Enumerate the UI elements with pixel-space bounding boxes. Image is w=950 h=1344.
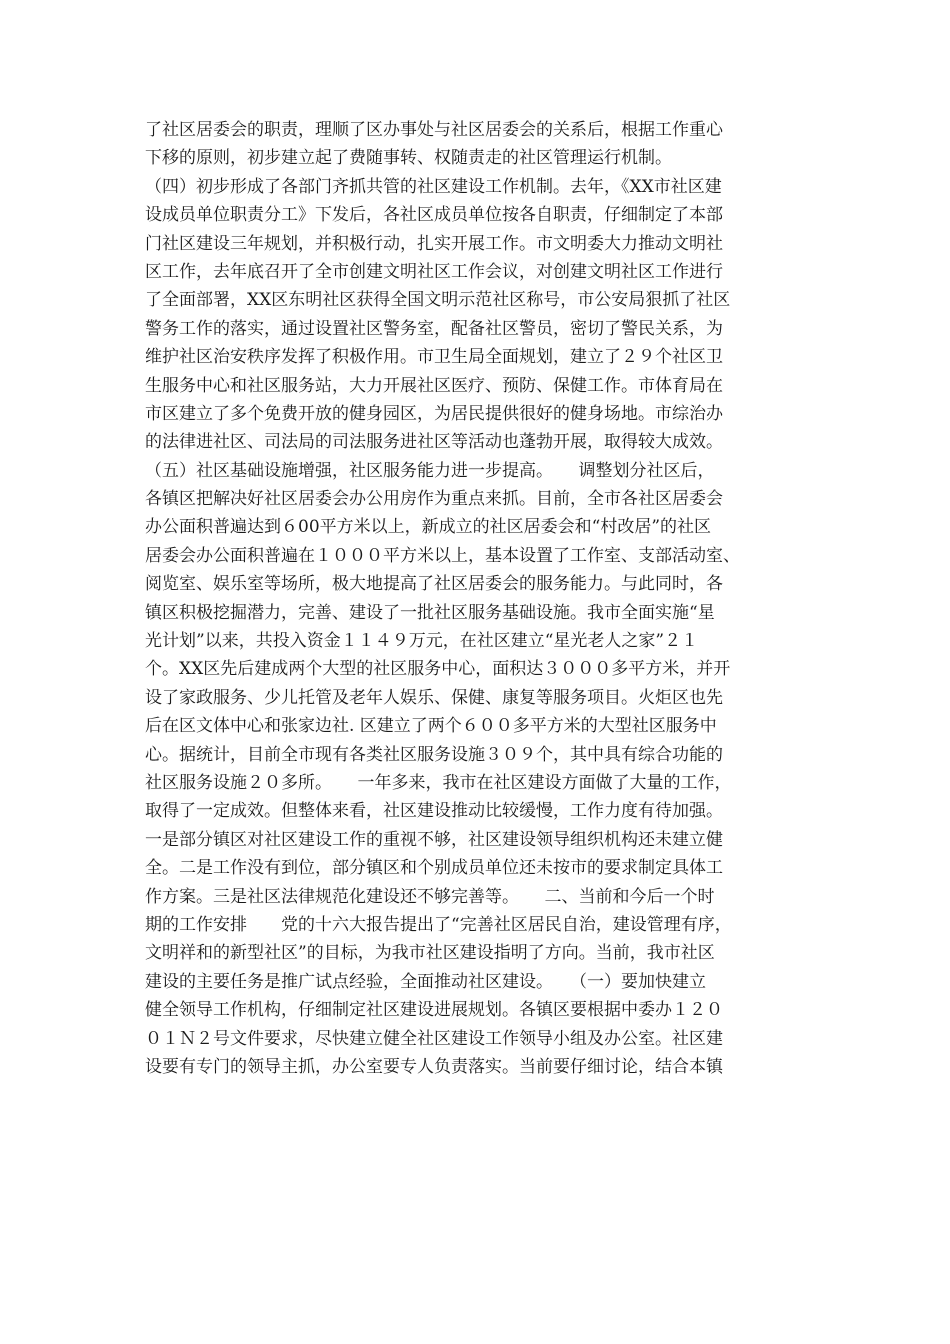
text-line: 镇区积极挖掘潜力，完善、建设了一批社区服务基础设施。我市全面实施“星 (145, 602, 715, 623)
text-line: （五）社区基础设施增强，社区服务能力进一步提高。 调整划分社区后， (145, 460, 715, 481)
text-line: 个。XX区先后建成两个大型的社区服务中心，面积达３０００多平方米，并开 (145, 659, 731, 680)
text-line: 一是部分镇区对社区建设工作的重视不够，社区建设领导组织机构还未建立健 (145, 829, 723, 850)
text-line: 后在区文体中心和张家边社. 区建立了两个６００多平方米的大型社区服务中 (145, 716, 717, 737)
text-line: 设了家政服务、少儿托管及老年人娱乐、保健、康复等服务项目。火炬区也先 (145, 687, 723, 708)
text-line: 光计划”以来，共投入资金１１４９万元，在社区建立“星光老人之家”２１ (145, 631, 699, 652)
text-line: 办公面积普遍达到６00平方米以上，新成立的社区居委会和“村改居”的社区 (145, 517, 712, 538)
text-line: 市区建立了多个免费开放的健身园区，为居民提供很好的健身场地。市综治办 (145, 403, 723, 424)
text-line: 居委会办公面积普遍在１０００平方米以上，基本设置了工作室、支部活动室、 (145, 545, 740, 566)
text-line: 文明祥和的新型社区”的目标，为我市社区建设指明了方向。当前，我市社区 (145, 943, 715, 964)
text-line: 建设的主要任务是推广试点经验，全面推动社区建设。 （一）要加快建立 (145, 971, 706, 992)
text-line: 了社区居委会的职责，理顺了区办事处与社区居委会的关系后，根据工作重心 (145, 120, 723, 140)
text-line: 期的工作安排 党的十六大报告提出了“完善社区居民自治，建设管理有序， (145, 914, 732, 935)
text-line: 社区服务设施２０多所。 一年多来，我市在社区建设方面做了大量的工作， (145, 772, 732, 793)
text-line: 全。二是工作没有到位，部分镇区和个别成员单位还未按市的要求制定具体工 (145, 858, 723, 879)
text-line: 下移的原则，初步建立起了费随事转、权随责走的社区管理运行机制。 (145, 148, 672, 169)
text-line: 各镇区把解决好社区居委会办公用房作为重点来抓。目前，全市各社区居委会 (145, 489, 723, 510)
body-text (145, 116, 810, 1081)
text-line: 门社区建设三年规划，并积极行动，扎实开展工作。市文明委大力推动文明社 (145, 233, 723, 254)
text-line: （四）初步形成了各部门齐抓共管的社区建设工作机制。去年，《XX市社区建 (145, 176, 722, 197)
text-line: 取得了一定成效。但整体来看，社区建设推动比较缓慢，工作力度有待加强。 (145, 801, 723, 822)
text-line: 区工作，去年底召开了全市创建文明社区工作会议，对创建文明社区工作进行 (145, 261, 723, 282)
text-line: 了全面部署，XX区东明社区获得全国文明示范社区称号，市公安局狠抓了社区 (145, 290, 731, 311)
text-line: 作方案。三是社区法律规范化建设还不够完善等。 二、当前和今后一个时 (145, 886, 715, 907)
text-line: 心。据统计，目前全市现有各类社区服务设施３０９个，其中具有综合功能的 (145, 744, 723, 765)
text-line: 健全领导工作机构，仔细制定社区建设进展规划。各镇区要根据中委办１２０ (145, 1000, 723, 1021)
text-line: 维护社区治安秩序发挥了积极作用。市卫生局全面规划，建立了２９个社区卫 (145, 347, 723, 368)
text-line: 设要有专门的领导主抓，办公室要专人负责落实。当前要仔细讨论，结合本镇 (145, 1056, 723, 1077)
text-line: 生服务中心和社区服务站，大力开展社区医疗、预防、保健工作。市体育局在 (145, 375, 723, 396)
text-line: 警务工作的落实，通过设置社区警务室，配备社区警员，密切了警民关系，为 (145, 318, 723, 339)
text-line: 设成员单位职责分工》下发后，各社区成员单位按各自职责，仔细制定了本部 (145, 205, 723, 226)
text-line: 阅览室、娱乐室等场所，极大地提高了社区居委会的服务能力。与此同时，各 (145, 574, 723, 595)
text-line: ０１Ｎ２号文件要求，尽快建立健全社区建设工作领导小组及办公室。社区建 (145, 1028, 723, 1049)
text-line: 的法律进社区、司法局的司法服务进社区等活动也蓬勃开展，取得较大成效。 (145, 432, 723, 453)
